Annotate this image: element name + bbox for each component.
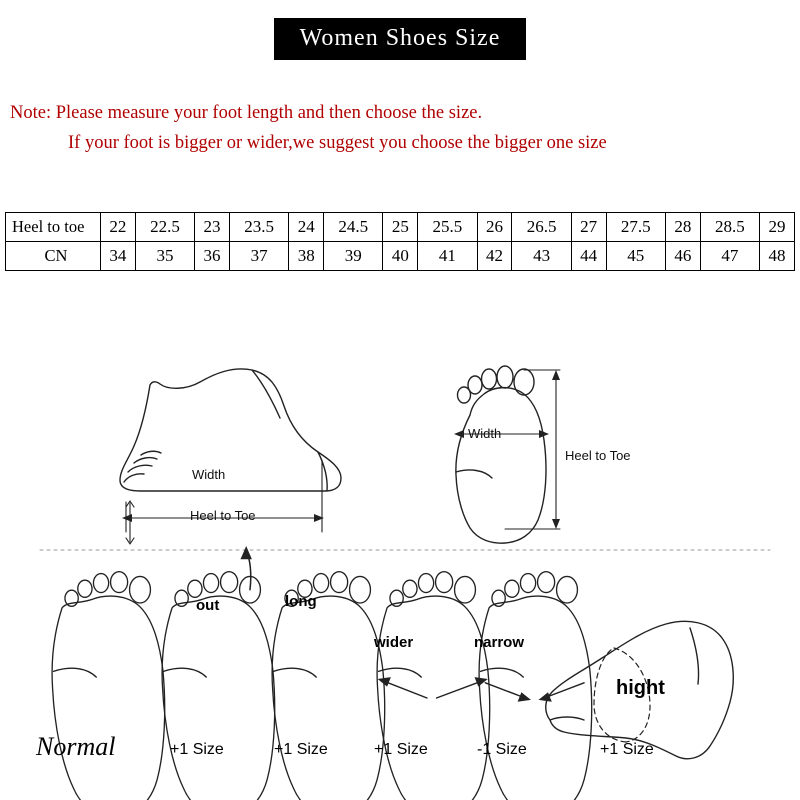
foot-diagrams-svg	[0, 360, 800, 800]
cell-cn-2: 36	[195, 242, 230, 271]
cell-heel-1: 22.5	[135, 213, 194, 242]
cell-cn-9: 43	[512, 242, 571, 271]
annotation-wider: wider	[374, 634, 414, 651]
cell-cn-0: 34	[101, 242, 136, 271]
side-view-heel-to-toe-label: Heel to Toe	[190, 508, 256, 523]
caption-3: +1 Size	[374, 741, 428, 758]
cell-cn-11: 45	[606, 242, 665, 271]
cell-cn-4: 38	[289, 242, 324, 271]
cell-heel-7: 25.5	[418, 213, 477, 242]
table-row-heel-to-toe	[6, 213, 795, 242]
caption-5: +1 Size	[600, 741, 654, 758]
cell-heel-14: 29	[760, 213, 795, 242]
cell-cn-10: 44	[571, 242, 606, 271]
cell-cn-8: 42	[477, 242, 512, 271]
table-row-cn	[6, 242, 795, 271]
caption-0: Normal	[36, 732, 116, 761]
cell-cn-12: 46	[665, 242, 700, 271]
cell-heel-8: 26	[477, 213, 512, 242]
cell-heel-6: 25	[383, 213, 418, 242]
note-block	[10, 98, 790, 158]
caption-2: +1 Size	[274, 741, 328, 758]
caption-1: +1 Size	[170, 741, 224, 758]
annotation-narrow: narrow	[474, 634, 525, 651]
cell-heel-13: 28.5	[700, 213, 759, 242]
illustration-area	[0, 360, 800, 800]
cell-heel-2: 23	[195, 213, 230, 242]
cell-cn-7: 41	[418, 242, 477, 271]
cell-heel-3: 23.5	[229, 213, 288, 242]
cell-heel-12: 28	[665, 213, 700, 242]
row-header-cn: CN	[6, 242, 101, 271]
cell-cn-5: 39	[324, 242, 383, 271]
cell-cn-6: 40	[383, 242, 418, 271]
note-line-1: Note: Please measure your foot length and then choose the size.	[10, 103, 483, 123]
page-title-container	[0, 18, 800, 60]
caption-4: -1 Size	[477, 741, 527, 758]
cell-heel-11: 27.5	[606, 213, 665, 242]
cell-cn-13: 47	[700, 242, 759, 271]
top-view-heel-to-toe-label: Heel to Toe	[565, 448, 631, 463]
size-table	[5, 212, 795, 271]
annotation-hight: hight	[616, 677, 665, 699]
cell-heel-10: 27	[571, 213, 606, 242]
cell-cn-14: 48	[760, 242, 795, 271]
cell-cn-3: 37	[229, 242, 288, 271]
cell-cn-1: 35	[135, 242, 194, 271]
cell-heel-4: 24	[289, 213, 324, 242]
side-view-width-label: Width	[192, 467, 226, 482]
page-title: Women Shoes Size	[274, 18, 527, 60]
cell-heel-9: 26.5	[512, 213, 571, 242]
annotation-long: long	[285, 593, 317, 610]
cell-heel-5: 24.5	[324, 213, 383, 242]
annotation-out: out	[196, 597, 220, 614]
row-header-heel-to-toe: Heel to toe	[6, 213, 101, 242]
top-view-width-label: Width	[468, 426, 502, 441]
cell-heel-0: 22	[101, 213, 136, 242]
note-line-2: If your foot is bigger or wider,we suggest you choose the bigger one size	[68, 133, 607, 153]
